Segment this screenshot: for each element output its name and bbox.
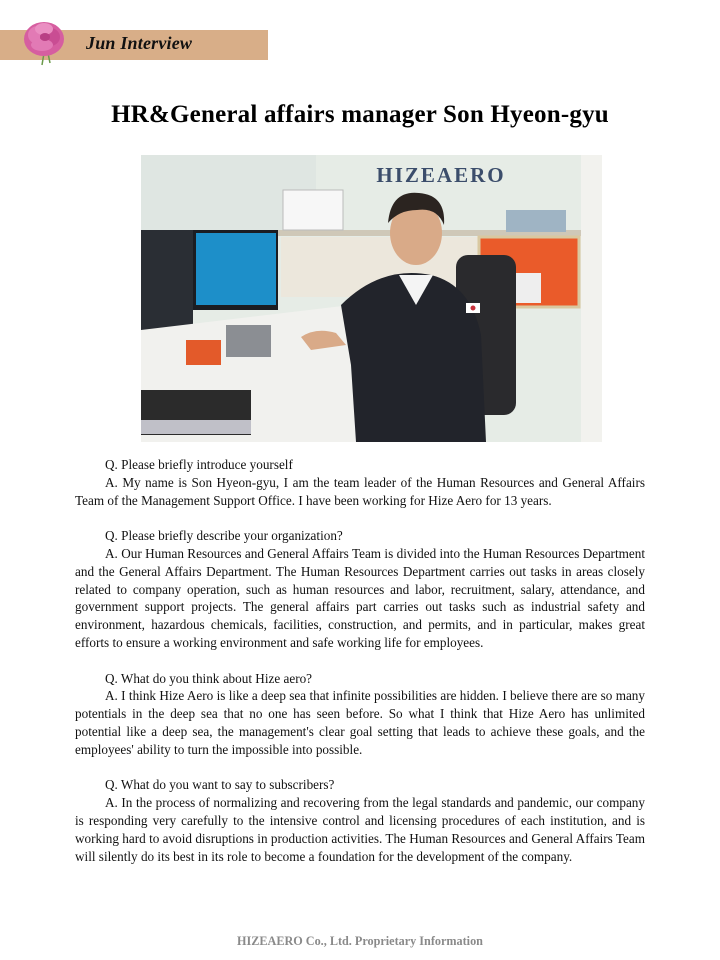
qa-block [75, 776, 645, 865]
answer: A. I think Hize Aero is like a deep sea that infinite possibilities are hidden. I believe there are so many potentials in the deep sea that no one has seen before. So what I think that Hize Aero has unlimited potential like a deep sea, the management's clear goal setting that leads to achieve these goals, and the employees' ability to turn the impossible into possible. [75, 688, 645, 757]
question: Q. What do you think about Hize aero? [105, 670, 313, 686]
interview-photo [141, 155, 602, 442]
hizeaero-wall-logo: HIZEAERO [376, 163, 506, 187]
interview-body [75, 456, 645, 883]
footer-proprietary-notice: HIZEAERO Co., Ltd. Proprietary Information [237, 934, 483, 948]
qa-block [75, 670, 645, 759]
question: Q. What do you want to say to subscribers? [105, 777, 335, 793]
question: Q. Please briefly introduce yourself [105, 457, 293, 472]
section-label: Jun Interview [86, 33, 193, 53]
peony-flower-icon [18, 15, 70, 67]
qa-block [75, 527, 645, 652]
qa-block [75, 456, 645, 509]
answer: A. My name is Son Hyeon-gyu, I am the team leader of the Human Resources and General Affairs Team of the Management Support Office. I have been working for Hize Aero for 13 years. [75, 474, 645, 508]
question: Q. Please briefly describe your organization? [105, 528, 343, 544]
article-title: HR&General affairs manager Son Hyeon-gyu [111, 101, 609, 128]
answer: A. Our Human Resources and General Affairs Team is divided into the Human Resources Department and the General Affairs Department. The Human Resources Department carries out tasks in areas closely related to company operation, such as human resources and labor, recruitment, salary, attendance, and government support projects. The general affairs part carries out tasks such as industrial safety and environment, hazardous chemicals, facilities, construction, and permits, and in particular, makes great efforts to ensure a working environment and safe working life for employees. [75, 545, 645, 650]
office-scene-illustration [141, 155, 602, 442]
answer: A. In the process of normalizing and recovering from the legal standards and pandemic, our company is responding very carefully to the intensive control and licensing procedures of each institution, and is working hard to avoid disruptions in production activities. The Human Resources and General Affairs Team will silently do its best in its role to become a foundation for the development of the company. [75, 795, 645, 864]
